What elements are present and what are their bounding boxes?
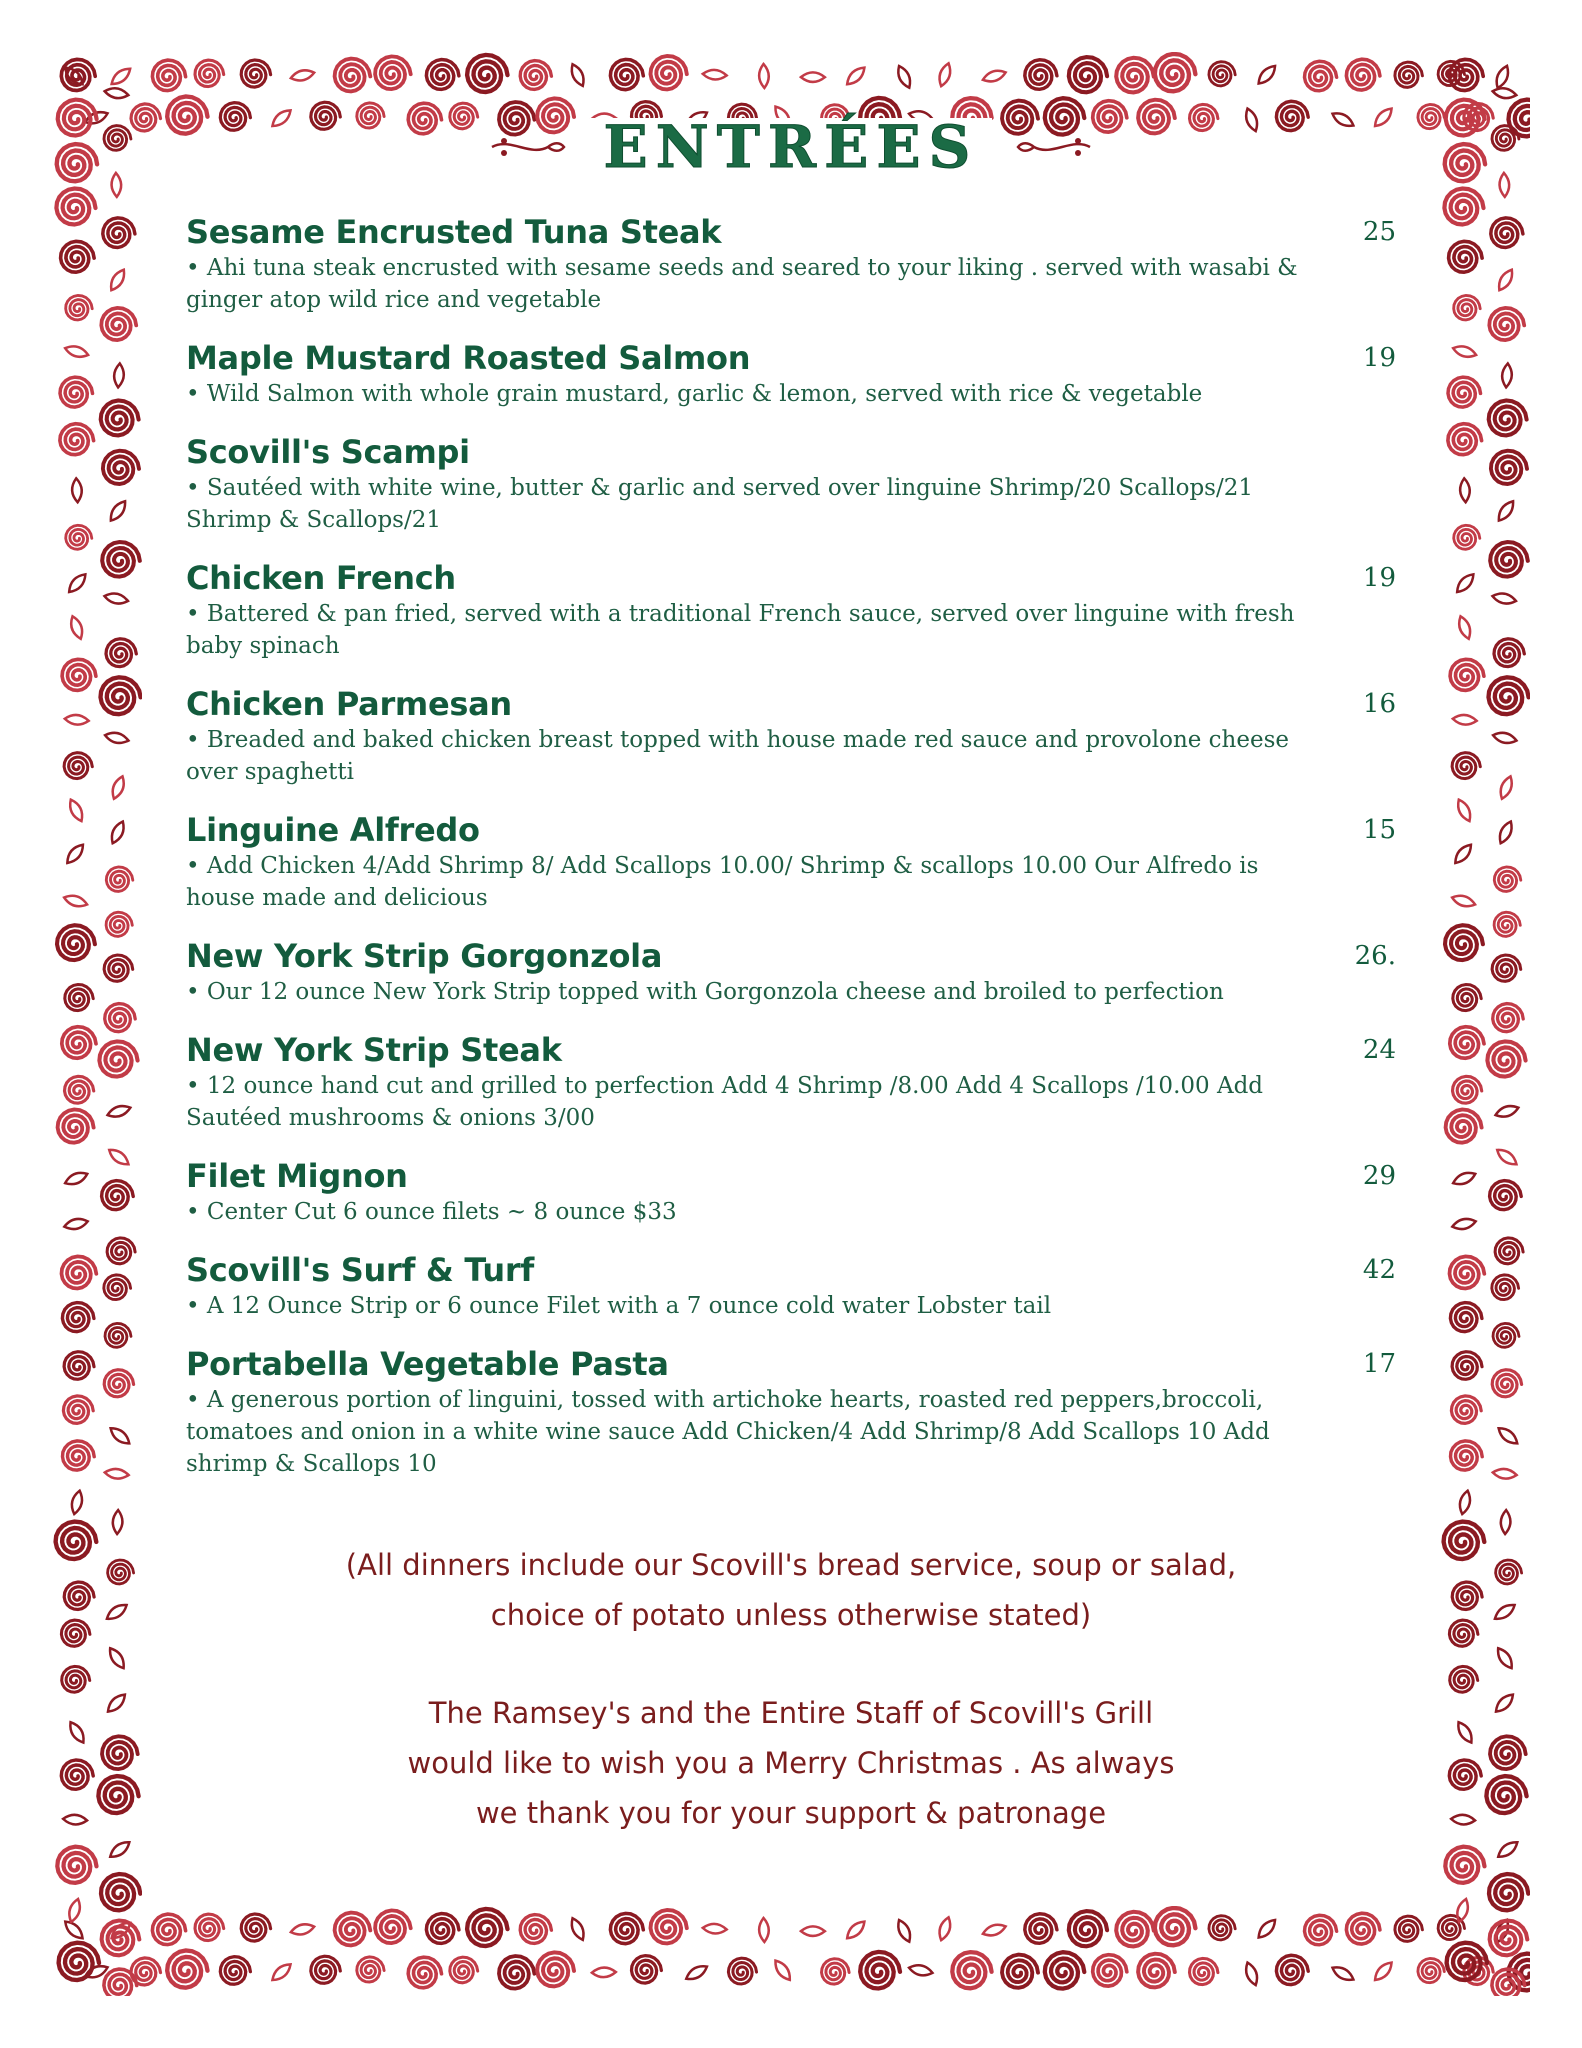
rose-icon	[1489, 1874, 1528, 1910]
leaf-icon	[1492, 1468, 1517, 1480]
leaf-icon	[844, 64, 868, 88]
leaf-icon	[1494, 1146, 1519, 1168]
rose-icon	[101, 677, 141, 714]
leaf-icon	[1459, 478, 1470, 503]
leaf-icon	[568, 62, 587, 88]
rose-icon	[1395, 62, 1423, 87]
rose-icon	[1451, 1441, 1483, 1470]
rose-icon	[1490, 542, 1528, 577]
leaf-icon	[106, 1146, 131, 1168]
rose-icon	[57, 1847, 96, 1883]
rose-icon	[1452, 1352, 1482, 1380]
item-name: Portabella Vegetable Pasta	[186, 1345, 669, 1383]
rose-icon	[728, 1958, 756, 1984]
menu-item	[186, 1156, 1396, 1228]
leaf-icon	[1451, 1217, 1477, 1232]
rose-icon	[1025, 1914, 1057, 1944]
leaf-icon	[66, 797, 85, 823]
leaf-icon	[1495, 498, 1517, 523]
rose-icon	[1451, 1396, 1481, 1424]
leaf-icon	[895, 1918, 914, 1944]
rose-icon	[1209, 62, 1235, 86]
rose-icon	[101, 401, 139, 436]
item-price: 42	[1362, 1255, 1396, 1285]
leaf-icon	[1494, 1103, 1520, 1120]
rose-icon	[1447, 1943, 1487, 1980]
item-name: Scovill's Surf & Turf	[186, 1251, 534, 1289]
rose-icon	[1116, 58, 1154, 93]
leaf-icon	[801, 72, 825, 82]
rose-icon	[1450, 659, 1484, 690]
rose-icon	[1093, 1955, 1127, 1986]
leaf-icon	[1330, 1964, 1356, 1984]
menu-item	[186, 432, 1396, 536]
rose-icon	[62, 659, 96, 690]
menu-item	[186, 810, 1396, 914]
leaf-icon	[104, 87, 129, 100]
leaf-icon	[107, 1838, 132, 1860]
rose-icon	[1492, 1275, 1519, 1300]
rose-icon	[1045, 1952, 1085, 1988]
leaf-icon	[64, 344, 90, 360]
rose-icon	[1490, 1921, 1528, 1956]
item-description: • A 12 Ounce Strip or 6 ounce Filet with a 7 ounce cold water Lobster tail	[186, 1293, 1052, 1319]
item-price: 26.	[1354, 941, 1396, 971]
flourish-right-icon	[1012, 132, 1092, 162]
menu-item	[186, 1250, 1396, 1322]
rose-icon	[1116, 1912, 1154, 1947]
rose-icon	[1491, 451, 1527, 484]
note-line: (All dinners include our Scovill's bread service, soup or salad,	[345, 1548, 1237, 1582]
item-price: 29	[1362, 1161, 1396, 1191]
leaf-icon	[1243, 1961, 1260, 1987]
leaf-icon	[801, 1926, 825, 1936]
rose-icon	[467, 55, 507, 92]
leaf-icon	[290, 68, 316, 83]
rose-icon	[1489, 401, 1527, 436]
rose-icon	[357, 1957, 384, 1982]
rose-icon	[102, 1181, 134, 1210]
rose-icon	[66, 525, 92, 549]
note-line: we thank you for your support & patronage	[475, 1796, 1107, 1830]
rose-icon	[58, 1110, 94, 1143]
leaf-icon	[107, 267, 128, 292]
item-price: 19	[1362, 563, 1396, 593]
dinner-inclusions-note	[0, 1540, 1582, 1640]
leaf-icon	[702, 69, 727, 80]
leaf-icon	[1495, 267, 1516, 292]
rose-icon	[105, 1004, 136, 1032]
item-description: • Our 12 ounce New York Strip topped with Gorgonzola cheese and broiled to perfection	[186, 979, 1224, 1005]
page-title: ENTRÉES	[590, 118, 993, 176]
menu-item	[186, 1030, 1396, 1134]
rose-icon	[241, 1914, 270, 1941]
rose-icon	[107, 1238, 135, 1264]
leaf-icon	[1455, 1898, 1471, 1924]
leaf-icon	[64, 714, 89, 726]
leaf-icon	[1501, 363, 1512, 388]
item-name: Scovill's Scampi	[186, 433, 470, 471]
rose-icon	[1069, 1911, 1107, 1946]
leaf-icon	[1451, 1169, 1477, 1187]
rose-icon	[1025, 60, 1057, 90]
rose-icon	[1491, 218, 1523, 248]
rose-icon	[1450, 1256, 1485, 1288]
rose-icon	[499, 1956, 534, 1989]
rose-icon	[1276, 1955, 1308, 1984]
leaf-icon	[981, 1922, 1007, 1939]
rose-icon	[1489, 677, 1529, 714]
rose-icon	[1494, 867, 1521, 892]
rose-icon	[57, 925, 95, 960]
menu-item	[186, 1344, 1396, 1480]
rose-icon	[1395, 1916, 1423, 1941]
item-name: New York Strip Gorgonzola	[186, 937, 663, 975]
leaf-icon	[1492, 731, 1518, 746]
item-name: Sesame Encrusted Tuna Steak	[186, 213, 722, 251]
rose-icon	[1454, 525, 1480, 549]
rose-icon	[59, 1943, 99, 1980]
rose-icon	[1155, 54, 1196, 91]
leaf-icon	[1496, 819, 1515, 845]
rose-icon	[1494, 639, 1524, 667]
rose-icon	[1449, 59, 1483, 90]
rose-icon	[152, 1914, 185, 1945]
rose-icon	[63, 1396, 93, 1424]
rose-icon	[1305, 1915, 1337, 1945]
item-name: New York Strip Steak	[186, 1031, 562, 1069]
rose-icon	[60, 424, 94, 455]
rose-icon	[1155, 1908, 1196, 1945]
rose-icon	[311, 1956, 341, 1983]
item-name: Linguine Alfredo	[186, 811, 480, 849]
rose-icon	[426, 1914, 459, 1944]
leaf-icon	[1372, 1959, 1395, 1983]
leaf-icon	[67, 1898, 83, 1924]
leaf-icon	[104, 1468, 129, 1480]
item-price: 25	[1362, 217, 1396, 247]
rose-icon	[1490, 1181, 1522, 1210]
leaf-icon	[1454, 571, 1477, 595]
leaf-icon	[108, 819, 127, 845]
note-line: The Ramsey's and the Entire Staff of Scovill's Grill	[428, 1696, 1154, 1730]
note-line: would like to wish you a Merry Christmas . As always	[407, 1746, 1175, 1780]
rose-icon	[61, 241, 95, 272]
leaf-icon	[592, 1967, 616, 1977]
leaf-icon	[112, 1510, 123, 1534]
rose-icon	[241, 60, 270, 87]
leaf-icon	[1452, 842, 1475, 866]
leaf-icon	[103, 591, 128, 605]
rose-icon	[1346, 1913, 1380, 1944]
rose-icon	[520, 1915, 551, 1944]
rose-icon	[1452, 753, 1480, 779]
rose-icon	[102, 542, 140, 577]
rose-icon	[1493, 1323, 1519, 1347]
leaf-icon	[1458, 1490, 1473, 1516]
item-description: • Add Chicken 4/Add Shrimp 8/ Add Scallops 10.00/ Shrimp & scallops 10.00 Our Alfredo is house made and delicious	[186, 853, 1259, 911]
rose-icon	[103, 218, 135, 248]
leaf-icon	[1452, 714, 1477, 726]
leaf-icon	[71, 478, 82, 503]
rose-icon	[1449, 241, 1483, 272]
rose-icon	[1453, 985, 1481, 1011]
rose-icon	[610, 59, 643, 89]
rose-icon	[822, 1959, 850, 1984]
leaf-icon	[64, 842, 87, 866]
rose-icon	[195, 60, 224, 87]
rose-icon	[1494, 912, 1520, 936]
leaf-icon	[269, 1961, 293, 1984]
rose-icon	[61, 59, 95, 90]
rose-icon	[104, 1370, 133, 1397]
rose-icon	[375, 1910, 411, 1943]
leaf-icon	[1492, 87, 1517, 100]
note-line: choice of potato unless otherwise stated)	[490, 1598, 1092, 1632]
rose-icon	[1209, 1916, 1235, 1940]
rose-icon	[105, 1323, 131, 1347]
rose-icon	[220, 1957, 250, 1985]
rose-icon	[101, 308, 136, 340]
leaf-icon	[759, 64, 769, 88]
rose-icon	[375, 56, 411, 89]
rose-icon	[408, 1957, 441, 1988]
item-description: • Ahi tuna steak encrusted with sesame seeds and seared to your liking . served with wasabi & ginger atop wild rice and vegetable	[186, 255, 1298, 313]
rose-icon	[1487, 1041, 1525, 1076]
leaf-icon	[1496, 1425, 1521, 1448]
leaf-icon	[68, 615, 85, 641]
rose-icon	[1138, 1954, 1175, 1988]
rose-icon	[104, 1275, 131, 1300]
leaf-icon	[108, 1425, 133, 1448]
rose-icon	[167, 1951, 207, 1988]
item-description: • A generous portion of linguini, tossed with artichoke hearts, roasted red peppers,broccoli, tomatoes and onion in a white wine sauce Add Chicken/4 Add Shrimp/8 Add Scallops 10 Add shrimp & Scallops 10	[186, 1387, 1270, 1477]
title-block	[0, 112, 1582, 182]
rose-icon	[64, 753, 92, 779]
leaf-icon	[290, 1922, 316, 1937]
leaf-icon	[106, 1646, 127, 1671]
item-price: 17	[1362, 1349, 1396, 1379]
item-price: 15	[1362, 815, 1396, 845]
leaf-icon	[759, 1918, 769, 1942]
leaf-icon	[66, 571, 89, 595]
rose-icon	[1495, 1238, 1523, 1264]
leaf-icon	[895, 64, 914, 90]
item-price: 19	[1362, 343, 1396, 373]
menu-item	[186, 338, 1396, 410]
item-description: • Breaded and baked chicken breast topped with house made red sauce and provolone cheese over spaghetti	[186, 727, 1290, 785]
rose-icon	[106, 639, 136, 667]
rose-icon	[152, 60, 185, 91]
rose-icon	[65, 985, 93, 1011]
rose-icon	[610, 1913, 643, 1943]
leaf-icon	[63, 893, 89, 909]
rose-icon	[106, 912, 132, 936]
leaf-icon	[1491, 591, 1516, 605]
rose-icon	[66, 295, 93, 320]
leaf-icon	[568, 1916, 587, 1942]
rose-icon	[102, 1921, 140, 1956]
rose-icon	[1448, 424, 1482, 455]
rose-icon	[1448, 377, 1481, 407]
leaf-icon	[1454, 797, 1473, 823]
rose-icon	[1346, 59, 1380, 90]
rose-icon	[1493, 1004, 1524, 1032]
rose-icon	[62, 1256, 97, 1288]
rose-icon	[1450, 1303, 1482, 1332]
rose-icon	[1454, 295, 1481, 320]
rose-icon	[1002, 1955, 1038, 1988]
item-description: • Battered & pan fried, served with a traditional French sauce, served over linguine with fresh baby spinach	[186, 601, 1295, 659]
rose-icon	[1453, 1076, 1482, 1103]
leaf-icon	[1452, 344, 1478, 360]
rose-icon	[520, 61, 551, 90]
item-name: Chicken French	[186, 559, 456, 597]
rose-icon	[195, 1914, 224, 1941]
item-name: Chicken Parmesan	[186, 685, 512, 723]
rose-icon	[106, 867, 133, 892]
rose-icon	[651, 56, 687, 89]
leaf-icon	[1500, 1510, 1511, 1534]
leaf-icon	[104, 731, 130, 746]
rose-icon	[651, 1910, 687, 1943]
rose-icon	[63, 1441, 95, 1470]
entree-list	[186, 212, 1396, 1502]
item-description: • Sautéed with white wine, butter & garlic and served over linguine Shrimp/20 Scallops/21 Shrimp & Scallops/21	[186, 475, 1253, 533]
rose-icon	[65, 1076, 94, 1103]
leaf-icon	[1255, 1917, 1278, 1941]
rose-icon	[1492, 1370, 1521, 1397]
leaf-icon	[1495, 1838, 1520, 1860]
leaf-icon	[107, 498, 129, 523]
leaf-icon	[981, 68, 1007, 85]
item-price: 16	[1362, 689, 1396, 719]
rose-icon	[1445, 1847, 1484, 1883]
rose-icon	[860, 1952, 900, 1989]
rose-icon	[467, 1909, 507, 1946]
holiday-wishes-note	[0, 1688, 1582, 1838]
leaf-icon	[113, 363, 124, 388]
item-description: • 12 ounce hand cut and grilled to perfection Add 4 Shrimp /8.00 Add 4 Scallops /10.00 Add Sautéed mushrooms & onions 3/00	[186, 1073, 1264, 1131]
rose-icon	[62, 1303, 94, 1332]
leaf-icon	[937, 1916, 954, 1942]
item-name: Filet Mignon	[186, 1157, 408, 1195]
rose-icon	[104, 955, 133, 981]
rose-icon	[101, 1874, 140, 1910]
rose-icon	[1489, 308, 1524, 340]
leaf-icon	[1497, 775, 1515, 801]
rose-icon	[1069, 57, 1107, 92]
rose-icon	[64, 1352, 94, 1380]
leaf-icon	[109, 775, 127, 801]
rose-icon	[1305, 61, 1337, 91]
rose-icon	[537, 1952, 574, 1986]
menu-item	[186, 212, 1396, 316]
rose-icon	[1445, 925, 1483, 960]
rose-icon	[62, 1027, 96, 1059]
leaf-icon	[63, 1169, 89, 1187]
rose-icon	[1450, 1027, 1484, 1059]
leaf-icon	[772, 1958, 794, 1983]
leaf-icon	[63, 1217, 89, 1232]
flourish-left-icon	[490, 132, 570, 162]
menu-item	[186, 936, 1396, 1008]
rose-icon	[1492, 1969, 1525, 1996]
leaf-icon	[844, 1918, 868, 1942]
rose-icon	[450, 1957, 478, 1983]
menu-item	[186, 684, 1396, 788]
leaf-icon	[70, 1490, 85, 1516]
rose-icon	[952, 1952, 991, 1988]
leaf-icon	[908, 1963, 933, 1977]
rose-icon	[1190, 1958, 1218, 1984]
leaf-icon	[1451, 893, 1477, 909]
leaf-icon	[937, 62, 954, 88]
item-price: 24	[1362, 1035, 1396, 1065]
rose-icon	[1444, 189, 1483, 225]
leaf-icon	[1255, 63, 1278, 87]
rose-icon	[335, 1913, 371, 1946]
rose-icon	[632, 1956, 662, 1984]
rose-icon	[335, 59, 371, 92]
item-description: • Center Cut 6 ounce filets ~ 8 ounce $33	[186, 1199, 677, 1225]
rose-icon	[1446, 1110, 1482, 1143]
rose-icon	[60, 377, 93, 407]
rose-icon	[104, 1969, 137, 1996]
rose-icon	[99, 1041, 137, 1076]
leaf-icon	[1494, 1646, 1515, 1671]
leaf-icon	[106, 1103, 132, 1120]
rose-icon	[1492, 955, 1521, 981]
rose-icon	[426, 60, 459, 90]
rose-border-bottom	[52, 1906, 1530, 1996]
rose-icon	[56, 189, 95, 225]
item-description: • Wild Salmon with whole grain mustard, garlic & lemon, served with rice & vegetable	[186, 381, 1203, 407]
leaf-icon	[684, 1962, 710, 1982]
item-name: Maple Mustard Roasted Salmon	[186, 339, 751, 377]
rose-icon	[103, 451, 139, 484]
leaf-icon	[702, 1923, 727, 1934]
leaf-icon	[1456, 615, 1473, 641]
menu-item	[186, 558, 1396, 662]
